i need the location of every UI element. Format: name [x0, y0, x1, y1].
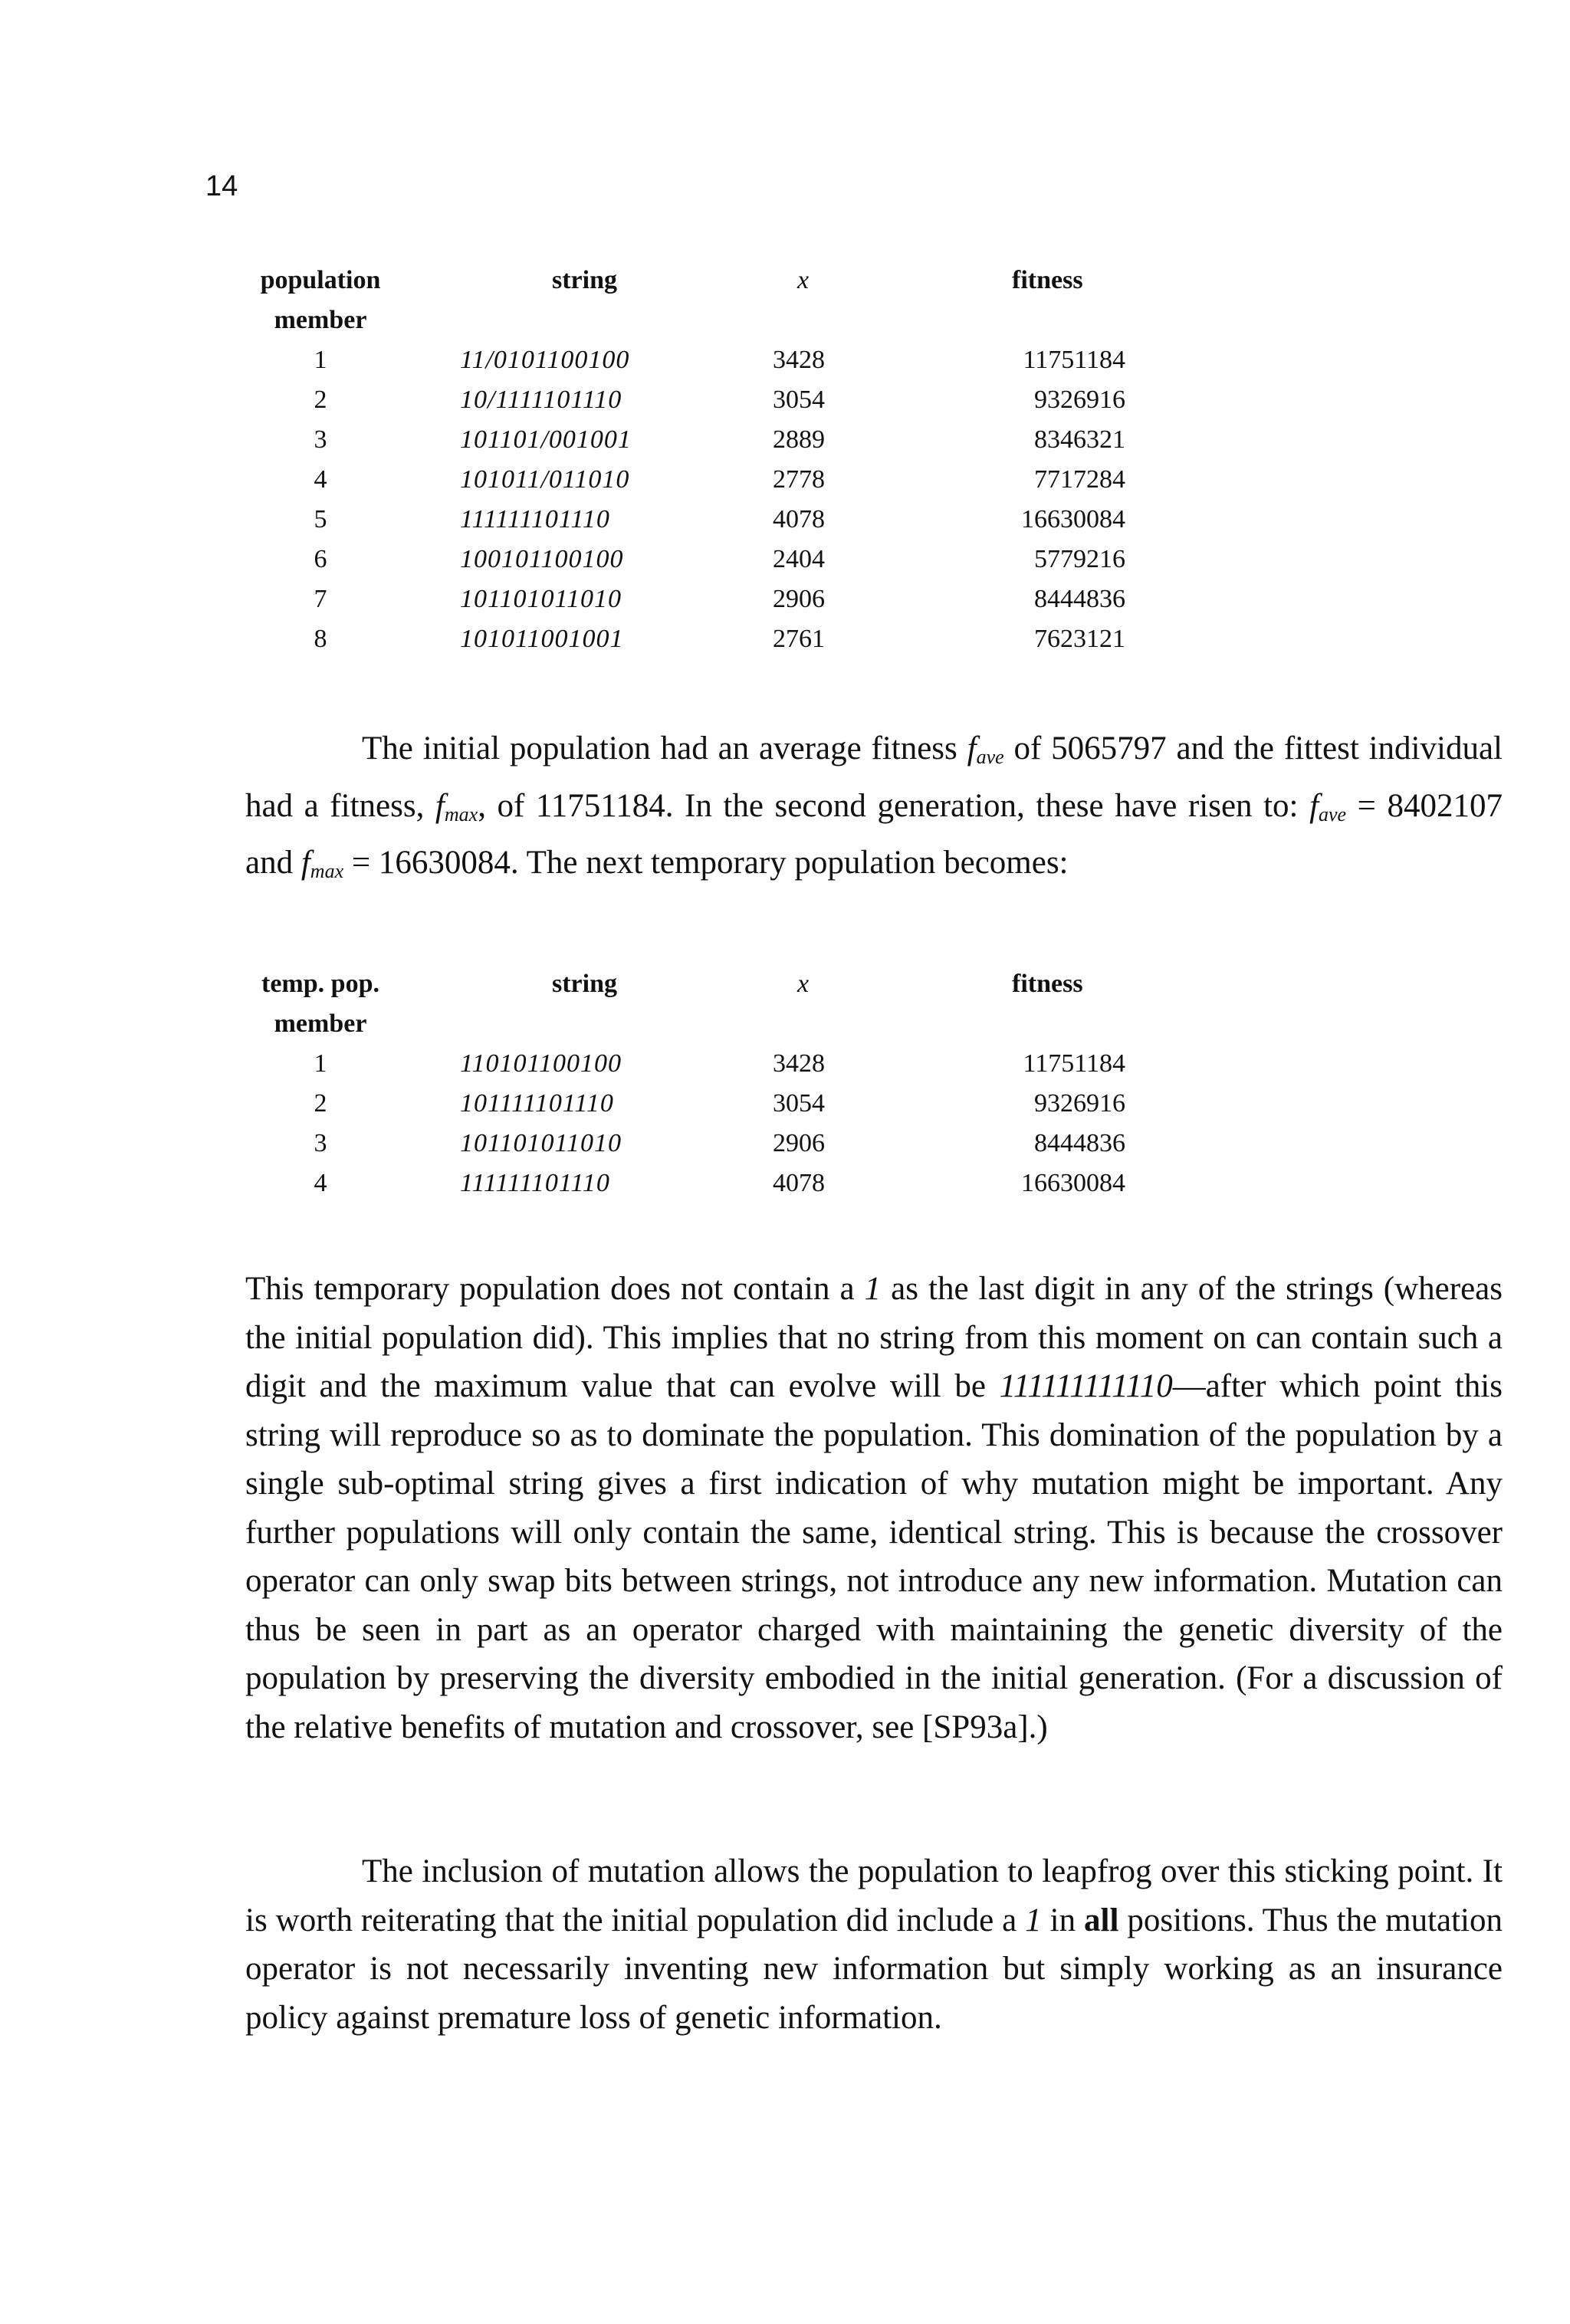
string-cell: 101101/001001	[460, 425, 632, 454]
string-cell: 101101011010	[460, 1129, 622, 1157]
table-row	[245, 420, 1242, 460]
x-cell: 4078	[773, 505, 825, 533]
x-cell: 3428	[773, 346, 825, 374]
fitness-cell: 8346321	[1034, 425, 1125, 454]
table-row	[245, 1044, 1242, 1084]
fitness-cell: 8444836	[1034, 1129, 1125, 1157]
header-x: x	[797, 266, 810, 294]
fitness-cell: 16630084	[1021, 505, 1125, 533]
table-row	[245, 619, 1242, 659]
header-fitness: fitness	[1012, 266, 1083, 294]
table-row	[245, 1124, 1242, 1164]
table-header-row	[245, 964, 1242, 1004]
header-member-2: member	[274, 306, 367, 334]
string-cell: 101101011010	[460, 585, 622, 613]
member-cell: 2	[314, 1089, 327, 1118]
string-cell: 111111101110	[460, 505, 610, 533]
table-header-row-2	[245, 1004, 1242, 1044]
table-body	[245, 1044, 1242, 1203]
x-cell: 4078	[773, 1169, 825, 1197]
header-member-2: member	[274, 1009, 367, 1038]
string-cell: 101011/011010	[460, 465, 630, 494]
member-cell: 4	[314, 465, 327, 494]
x-cell: 2906	[773, 1129, 825, 1157]
x-cell: 2906	[773, 585, 825, 613]
fitness-cell: 7623121	[1034, 625, 1125, 653]
table-row	[245, 380, 1242, 420]
x-cell: 3054	[773, 1089, 825, 1118]
member-cell: 1	[314, 346, 327, 374]
paragraph-temp-population: This temporary population does not contain a 1 as the last digit in any of the strings (whereas the initial population did). This implies that no string from this moment on can contain such a digit and the maximum value that can evolve will be 111111111110—after which point this string will reproduce so as to dominate the population. This domination of the population by a single sub-optimal string gives a first indication of why mutation might be important. Any further populations will only contain the same, identical string. This is because the crossover operator can only swap bits between strings, not introduce any new information. Mutation can thus be seen in part as an operator charged with maintaining the genetic diversity of the population by preserving the diversity embodied in the initial generation. (For a discussion of the relative benefits of mutation and crossover, see [SP93a].)	[245, 1271, 1503, 1745]
member-cell: 4	[314, 1169, 327, 1197]
table-row	[245, 1164, 1242, 1203]
x-cell: 2761	[773, 625, 825, 653]
table-row	[245, 500, 1242, 540]
fitness-cell: 5779216	[1034, 545, 1125, 573]
fitness-cell: 8444836	[1034, 585, 1125, 613]
x-cell: 2404	[773, 545, 825, 573]
table-row	[245, 579, 1242, 619]
table-row	[245, 1084, 1242, 1124]
member-cell: 8	[314, 625, 327, 653]
header-string: string	[552, 266, 617, 294]
fitness-cell: 11751184	[1023, 346, 1125, 374]
string-cell: 101111101110	[460, 1089, 614, 1118]
string-cell: 110101100100	[460, 1049, 622, 1078]
x-cell: 3428	[773, 1049, 825, 1078]
table-row	[245, 540, 1242, 579]
header-member: population	[260, 266, 381, 294]
string-cell: 111111101110	[460, 1169, 610, 1197]
table-row	[245, 340, 1242, 380]
x-cell: 2889	[773, 425, 825, 454]
paragraph-mutation: The inclusion of mutation allows the population to leapfrog over this sticking point. It is worth reiterating that the initial population did include a 1 in all positions. Thus the mutation operator is not necessarily inventing new information but simply working as an insurance policy against premature loss of genetic information.	[245, 1853, 1503, 2036]
header-string: string	[552, 970, 617, 998]
table-row	[245, 460, 1242, 500]
x-cell: 2778	[773, 465, 825, 494]
string-cell: 101011001001	[460, 625, 624, 653]
member-cell: 6	[314, 545, 327, 573]
fitness-cell: 7717284	[1034, 465, 1125, 494]
string-cell: 11/0101100100	[460, 346, 630, 374]
fitness-cell: 16630084	[1021, 1169, 1125, 1197]
header-x: x	[797, 970, 810, 998]
population-table	[245, 261, 1242, 659]
table-header-row	[245, 261, 1242, 300]
member-cell: 5	[314, 505, 327, 533]
member-cell: 3	[314, 425, 327, 454]
header-member: temp. pop.	[261, 970, 379, 998]
header-fitness: fitness	[1012, 970, 1083, 998]
member-cell: 1	[314, 1049, 327, 1078]
member-cell: 3	[314, 1129, 327, 1157]
x-cell: 3054	[773, 386, 825, 414]
temp-population-table	[245, 964, 1242, 1203]
string-cell: 10/1111101110	[460, 386, 622, 414]
page-number: 14	[205, 170, 238, 202]
member-cell: 2	[314, 386, 327, 414]
fitness-cell: 9326916	[1034, 386, 1125, 414]
member-cell: 7	[314, 585, 327, 613]
table-body	[245, 340, 1242, 659]
table-header-row-2	[245, 300, 1242, 340]
string-cell: 100101100100	[460, 545, 624, 573]
fitness-cell: 11751184	[1023, 1049, 1125, 1078]
fitness-cell: 9326916	[1034, 1089, 1125, 1118]
paragraph-fitness-summary: The initial population had an average fitness $f_{ave}$ of 5065797 and the fittest individual had a fitness, $f_{max}$, of 11751184. In the second generation, these have risen to: $f_{ave} = 8402107$ and $f_{max} = 16630084$. The next temporary population becomes:	[245, 730, 1503, 882]
